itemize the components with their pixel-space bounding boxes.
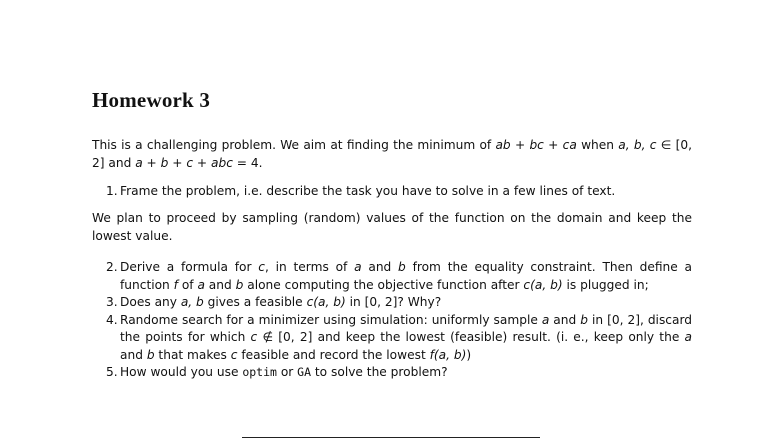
list-item-number: 5. — [106, 365, 118, 379]
list-item-text: ∉ [0, 2] and keep the lowest (feasible) result. (i. e., keep only the — [257, 330, 685, 344]
intro-text: + — [142, 155, 161, 170]
list-item — [92, 364, 692, 382]
list-item-text: How would you use — [120, 365, 243, 379]
math-var: a — [684, 330, 692, 344]
math-var: a, b — [180, 295, 204, 309]
list-item-number: 4. — [106, 312, 118, 327]
math-var: b — [235, 277, 244, 292]
list-item-text: Frame the problem, i.e. describe the task you have to solve in a few lines of text. — [120, 184, 616, 198]
intro-text: This is a challenging problem. We aim at finding the minimum of — [92, 138, 496, 152]
list-item-text: alone computing the objective function after — [243, 277, 524, 292]
code-ga: GA — [297, 365, 312, 379]
math-expr: c(a, b) — [523, 277, 563, 292]
list-item-text: and — [120, 347, 147, 362]
list-item-text: Randome search for a minimizer using simulation: uniformly sample — [120, 312, 542, 327]
math-var: a — [197, 277, 205, 292]
list-item — [92, 312, 692, 365]
math-var: b — [146, 347, 155, 362]
list-item-text: of — [177, 277, 198, 292]
math-var: c — [230, 347, 238, 362]
intro-text: + — [510, 138, 530, 152]
list-item-text: and — [204, 277, 236, 292]
math-b: b — [160, 155, 169, 170]
list-item-number: 1. — [106, 184, 118, 198]
page-title: Homework 3 — [92, 88, 211, 112]
math-var: a — [354, 260, 362, 274]
math-c: c — [186, 155, 194, 170]
list-item-number: 3. — [106, 295, 118, 309]
math-var: b — [580, 312, 588, 327]
footnote-rule — [242, 437, 540, 438]
list-item — [92, 259, 692, 294]
math-bc: bc — [529, 138, 544, 152]
list-item-text: and — [361, 260, 399, 274]
list-item-text: ) — [466, 347, 472, 362]
math-var: a — [541, 312, 550, 327]
math-ca: ca — [562, 138, 577, 152]
list-item-text: feasible and record the lowest — [237, 347, 430, 362]
list-item-number: 2. — [106, 260, 118, 274]
task-list-second — [92, 259, 692, 382]
math-var: f — [173, 277, 178, 292]
list-item-text: , in terms of — [265, 260, 355, 274]
intro-text: when — [576, 138, 619, 152]
math-var: c — [258, 260, 265, 274]
math-ab: ab — [495, 138, 511, 152]
math-abc: abc — [211, 155, 233, 170]
intro-text: = 4. — [232, 155, 263, 170]
list-item-text: in [0, 2]? Why? — [345, 295, 442, 309]
math-var: b — [398, 260, 406, 274]
intro-paragraph — [92, 137, 692, 172]
plan-paragraph: We plan to proceed by sampling (random) values of the function on the domain and keep the lowest value. — [92, 211, 692, 243]
intro-text: + — [543, 138, 563, 152]
list-item-text: is plugged in; — [562, 277, 649, 292]
math-a: a — [135, 155, 143, 170]
intro-text: + — [193, 155, 212, 170]
math-expr: f(a, b) — [429, 347, 467, 362]
list-item-text: to solve the problem? — [311, 365, 448, 379]
task-list-first — [92, 183, 692, 201]
intro-text: ∈ [0, 2] and — [92, 138, 692, 170]
math-expr: c(a, b) — [306, 295, 346, 309]
list-item-text: from the equality constraint. Then define a function — [120, 260, 692, 292]
list-item-text: or — [276, 365, 298, 379]
list-item-text: and — [549, 312, 581, 327]
list-item-text: gives a feasible — [203, 295, 307, 309]
list-item-text: that makes — [154, 347, 231, 362]
intro-text: + — [168, 155, 187, 170]
code-optim: optim — [242, 365, 277, 379]
list-item-text: Does any — [120, 295, 181, 309]
list-item — [92, 294, 692, 312]
math-var: c — [250, 330, 258, 344]
math-abc-vars: a, b, c — [618, 138, 657, 152]
list-item-text: Derive a formula for — [120, 260, 259, 274]
list-item — [92, 183, 692, 201]
list-item-text: in [0, 2], discard the points for which — [120, 312, 692, 344]
